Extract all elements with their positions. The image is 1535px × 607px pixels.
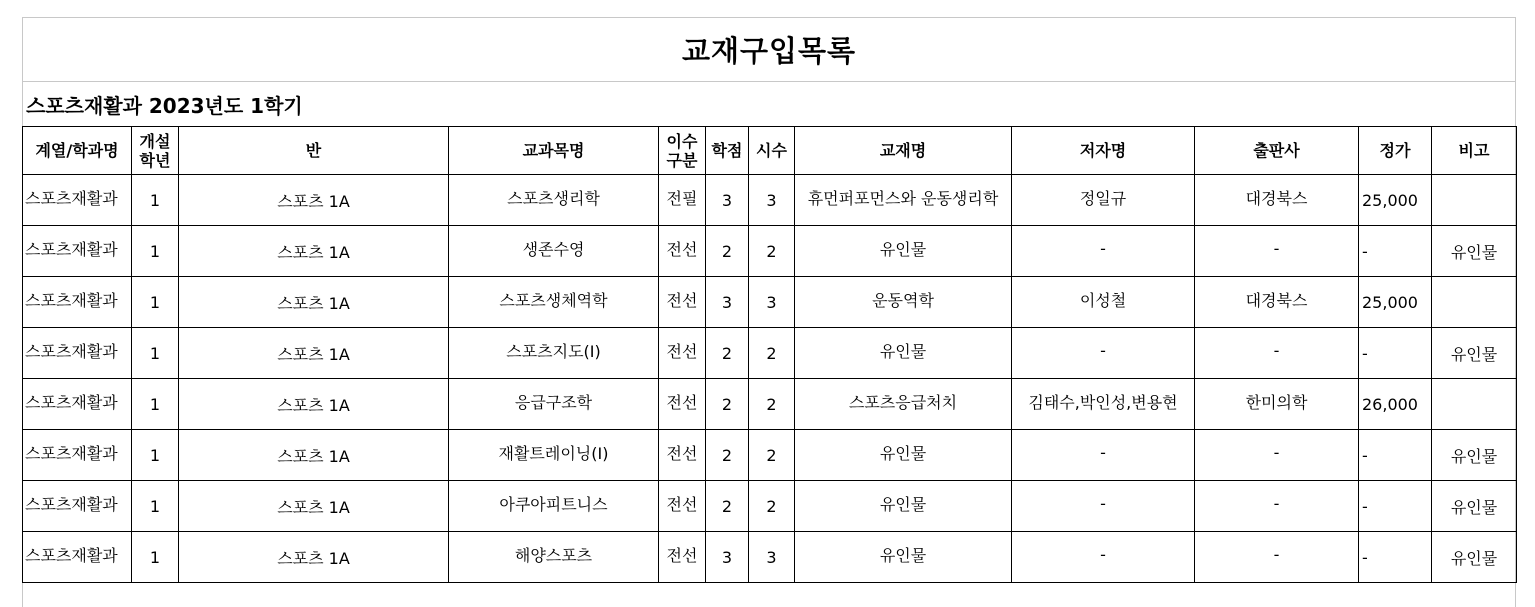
cell-book: 유인물 <box>795 226 1012 277</box>
cell-class: 스포츠 1A <box>179 379 449 430</box>
cell-type: 전선 <box>659 328 706 379</box>
cell-type: 전선 <box>659 532 706 583</box>
cell-hours: 2 <box>749 481 795 532</box>
textbook-table <box>22 126 1517 583</box>
cell-book: 유인물 <box>795 430 1012 481</box>
header-author: 저자명 <box>1012 127 1195 175</box>
cell-publisher: - <box>1195 430 1359 481</box>
header-type: 이수 구분 <box>659 127 706 175</box>
page-subtitle: 스포츠재활과 2023년도 1학기 <box>26 94 303 118</box>
cell-note <box>1432 175 1517 226</box>
header-course: 교과목명 <box>449 127 659 175</box>
cell-publisher: - <box>1195 532 1359 583</box>
cell-year: 1 <box>132 481 179 532</box>
table-body <box>23 175 1517 583</box>
cell-note <box>1432 379 1517 430</box>
cell-dept: 스포츠재활과 <box>23 277 132 328</box>
header-publisher: 출판사 <box>1195 127 1359 175</box>
cell-type: 전선 <box>659 379 706 430</box>
title-row <box>23 18 1515 82</box>
header-year: 개설 학년 <box>132 127 179 175</box>
cell-course: 아쿠아피트니스 <box>449 481 659 532</box>
cell-year: 1 <box>132 379 179 430</box>
header-book: 교재명 <box>795 127 1012 175</box>
cell-note: 유인물 <box>1432 481 1517 532</box>
cell-year: 1 <box>132 277 179 328</box>
cell-book: 운동역학 <box>795 277 1012 328</box>
cell-class: 스포츠 1A <box>179 532 449 583</box>
cell-publisher: 대경북스 <box>1195 277 1359 328</box>
cell-price: 25,000 <box>1359 175 1432 226</box>
cell-publisher: 대경북스 <box>1195 175 1359 226</box>
cell-class: 스포츠 1A <box>179 328 449 379</box>
cell-course: 생존수영 <box>449 226 659 277</box>
cell-author: 이성철 <box>1012 277 1195 328</box>
cell-author: - <box>1012 226 1195 277</box>
cell-course: 재활트레이닝(I) <box>449 430 659 481</box>
header-class: 반 <box>179 127 449 175</box>
cell-hours: 3 <box>749 532 795 583</box>
cell-credit: 2 <box>706 379 749 430</box>
cell-book: 유인물 <box>795 481 1012 532</box>
page-title: 교재구입목록 <box>681 34 857 68</box>
cell-book: 유인물 <box>795 532 1012 583</box>
cell-publisher: - <box>1195 226 1359 277</box>
cell-credit: 3 <box>706 532 749 583</box>
table-row <box>23 226 1517 277</box>
cell-note <box>1432 277 1517 328</box>
cell-year: 1 <box>132 175 179 226</box>
cell-credit: 2 <box>706 226 749 277</box>
cell-author: - <box>1012 328 1195 379</box>
cell-course: 스포츠지도(I) <box>449 328 659 379</box>
cell-dept: 스포츠재활과 <box>23 481 132 532</box>
table-row <box>23 175 1517 226</box>
cell-year: 1 <box>132 532 179 583</box>
cell-course: 해양스포츠 <box>449 532 659 583</box>
cell-course: 응급구조학 <box>449 379 659 430</box>
table-row <box>23 430 1517 481</box>
cell-hours: 2 <box>749 328 795 379</box>
cell-credit: 2 <box>706 328 749 379</box>
table-row <box>23 328 1517 379</box>
cell-type: 전선 <box>659 430 706 481</box>
cell-price: - <box>1359 532 1432 583</box>
cell-class: 스포츠 1A <box>179 175 449 226</box>
cell-year: 1 <box>132 430 179 481</box>
cell-note: 유인물 <box>1432 430 1517 481</box>
cell-author: 정일규 <box>1012 175 1195 226</box>
subtitle-row <box>23 82 1515 127</box>
cell-book: 스포츠응급처치 <box>795 379 1012 430</box>
cell-publisher: 한미의학 <box>1195 379 1359 430</box>
cell-type: 전선 <box>659 481 706 532</box>
table-row <box>23 379 1517 430</box>
cell-type: 전필 <box>659 175 706 226</box>
cell-author: - <box>1012 430 1195 481</box>
cell-dept: 스포츠재활과 <box>23 226 132 277</box>
cell-price: 25,000 <box>1359 277 1432 328</box>
table-row <box>23 532 1517 583</box>
spreadsheet-sheet <box>22 17 1516 607</box>
cell-hours: 3 <box>749 277 795 328</box>
table-row <box>23 481 1517 532</box>
cell-year: 1 <box>132 328 179 379</box>
cell-class: 스포츠 1A <box>179 226 449 277</box>
cell-course: 스포츠생리학 <box>449 175 659 226</box>
cell-credit: 2 <box>706 481 749 532</box>
cell-credit: 3 <box>706 277 749 328</box>
header-price: 정가 <box>1359 127 1432 175</box>
cell-course: 스포츠생체역학 <box>449 277 659 328</box>
cell-author: - <box>1012 532 1195 583</box>
cell-price: - <box>1359 226 1432 277</box>
cell-book: 유인물 <box>795 328 1012 379</box>
table-row <box>23 277 1517 328</box>
cell-note: 유인물 <box>1432 532 1517 583</box>
cell-year: 1 <box>132 226 179 277</box>
cell-class: 스포츠 1A <box>179 430 449 481</box>
cell-dept: 스포츠재활과 <box>23 379 132 430</box>
cell-hours: 3 <box>749 175 795 226</box>
cell-author: 김태수,박인성,변용현 <box>1012 379 1195 430</box>
cell-author: - <box>1012 481 1195 532</box>
table-header-row <box>23 127 1517 175</box>
cell-hours: 2 <box>749 430 795 481</box>
cell-price: - <box>1359 430 1432 481</box>
header-note: 비고 <box>1432 127 1517 175</box>
cell-type: 전선 <box>659 277 706 328</box>
cell-hours: 2 <box>749 226 795 277</box>
cell-note: 유인물 <box>1432 328 1517 379</box>
cell-hours: 2 <box>749 379 795 430</box>
cell-publisher: - <box>1195 328 1359 379</box>
cell-dept: 스포츠재활과 <box>23 532 132 583</box>
header-credit: 학점 <box>706 127 749 175</box>
cell-dept: 스포츠재활과 <box>23 328 132 379</box>
cell-note: 유인물 <box>1432 226 1517 277</box>
cell-price: 26,000 <box>1359 379 1432 430</box>
cell-dept: 스포츠재활과 <box>23 175 132 226</box>
cell-type: 전선 <box>659 226 706 277</box>
cell-credit: 2 <box>706 430 749 481</box>
header-dept: 계열/학과명 <box>23 127 132 175</box>
cell-credit: 3 <box>706 175 749 226</box>
cell-book: 휴먼퍼포먼스와 운동생리학 <box>795 175 1012 226</box>
header-hours: 시수 <box>749 127 795 175</box>
cell-price: - <box>1359 481 1432 532</box>
cell-dept: 스포츠재활과 <box>23 430 132 481</box>
cell-price: - <box>1359 328 1432 379</box>
cell-class: 스포츠 1A <box>179 481 449 532</box>
cell-class: 스포츠 1A <box>179 277 449 328</box>
cell-publisher: - <box>1195 481 1359 532</box>
